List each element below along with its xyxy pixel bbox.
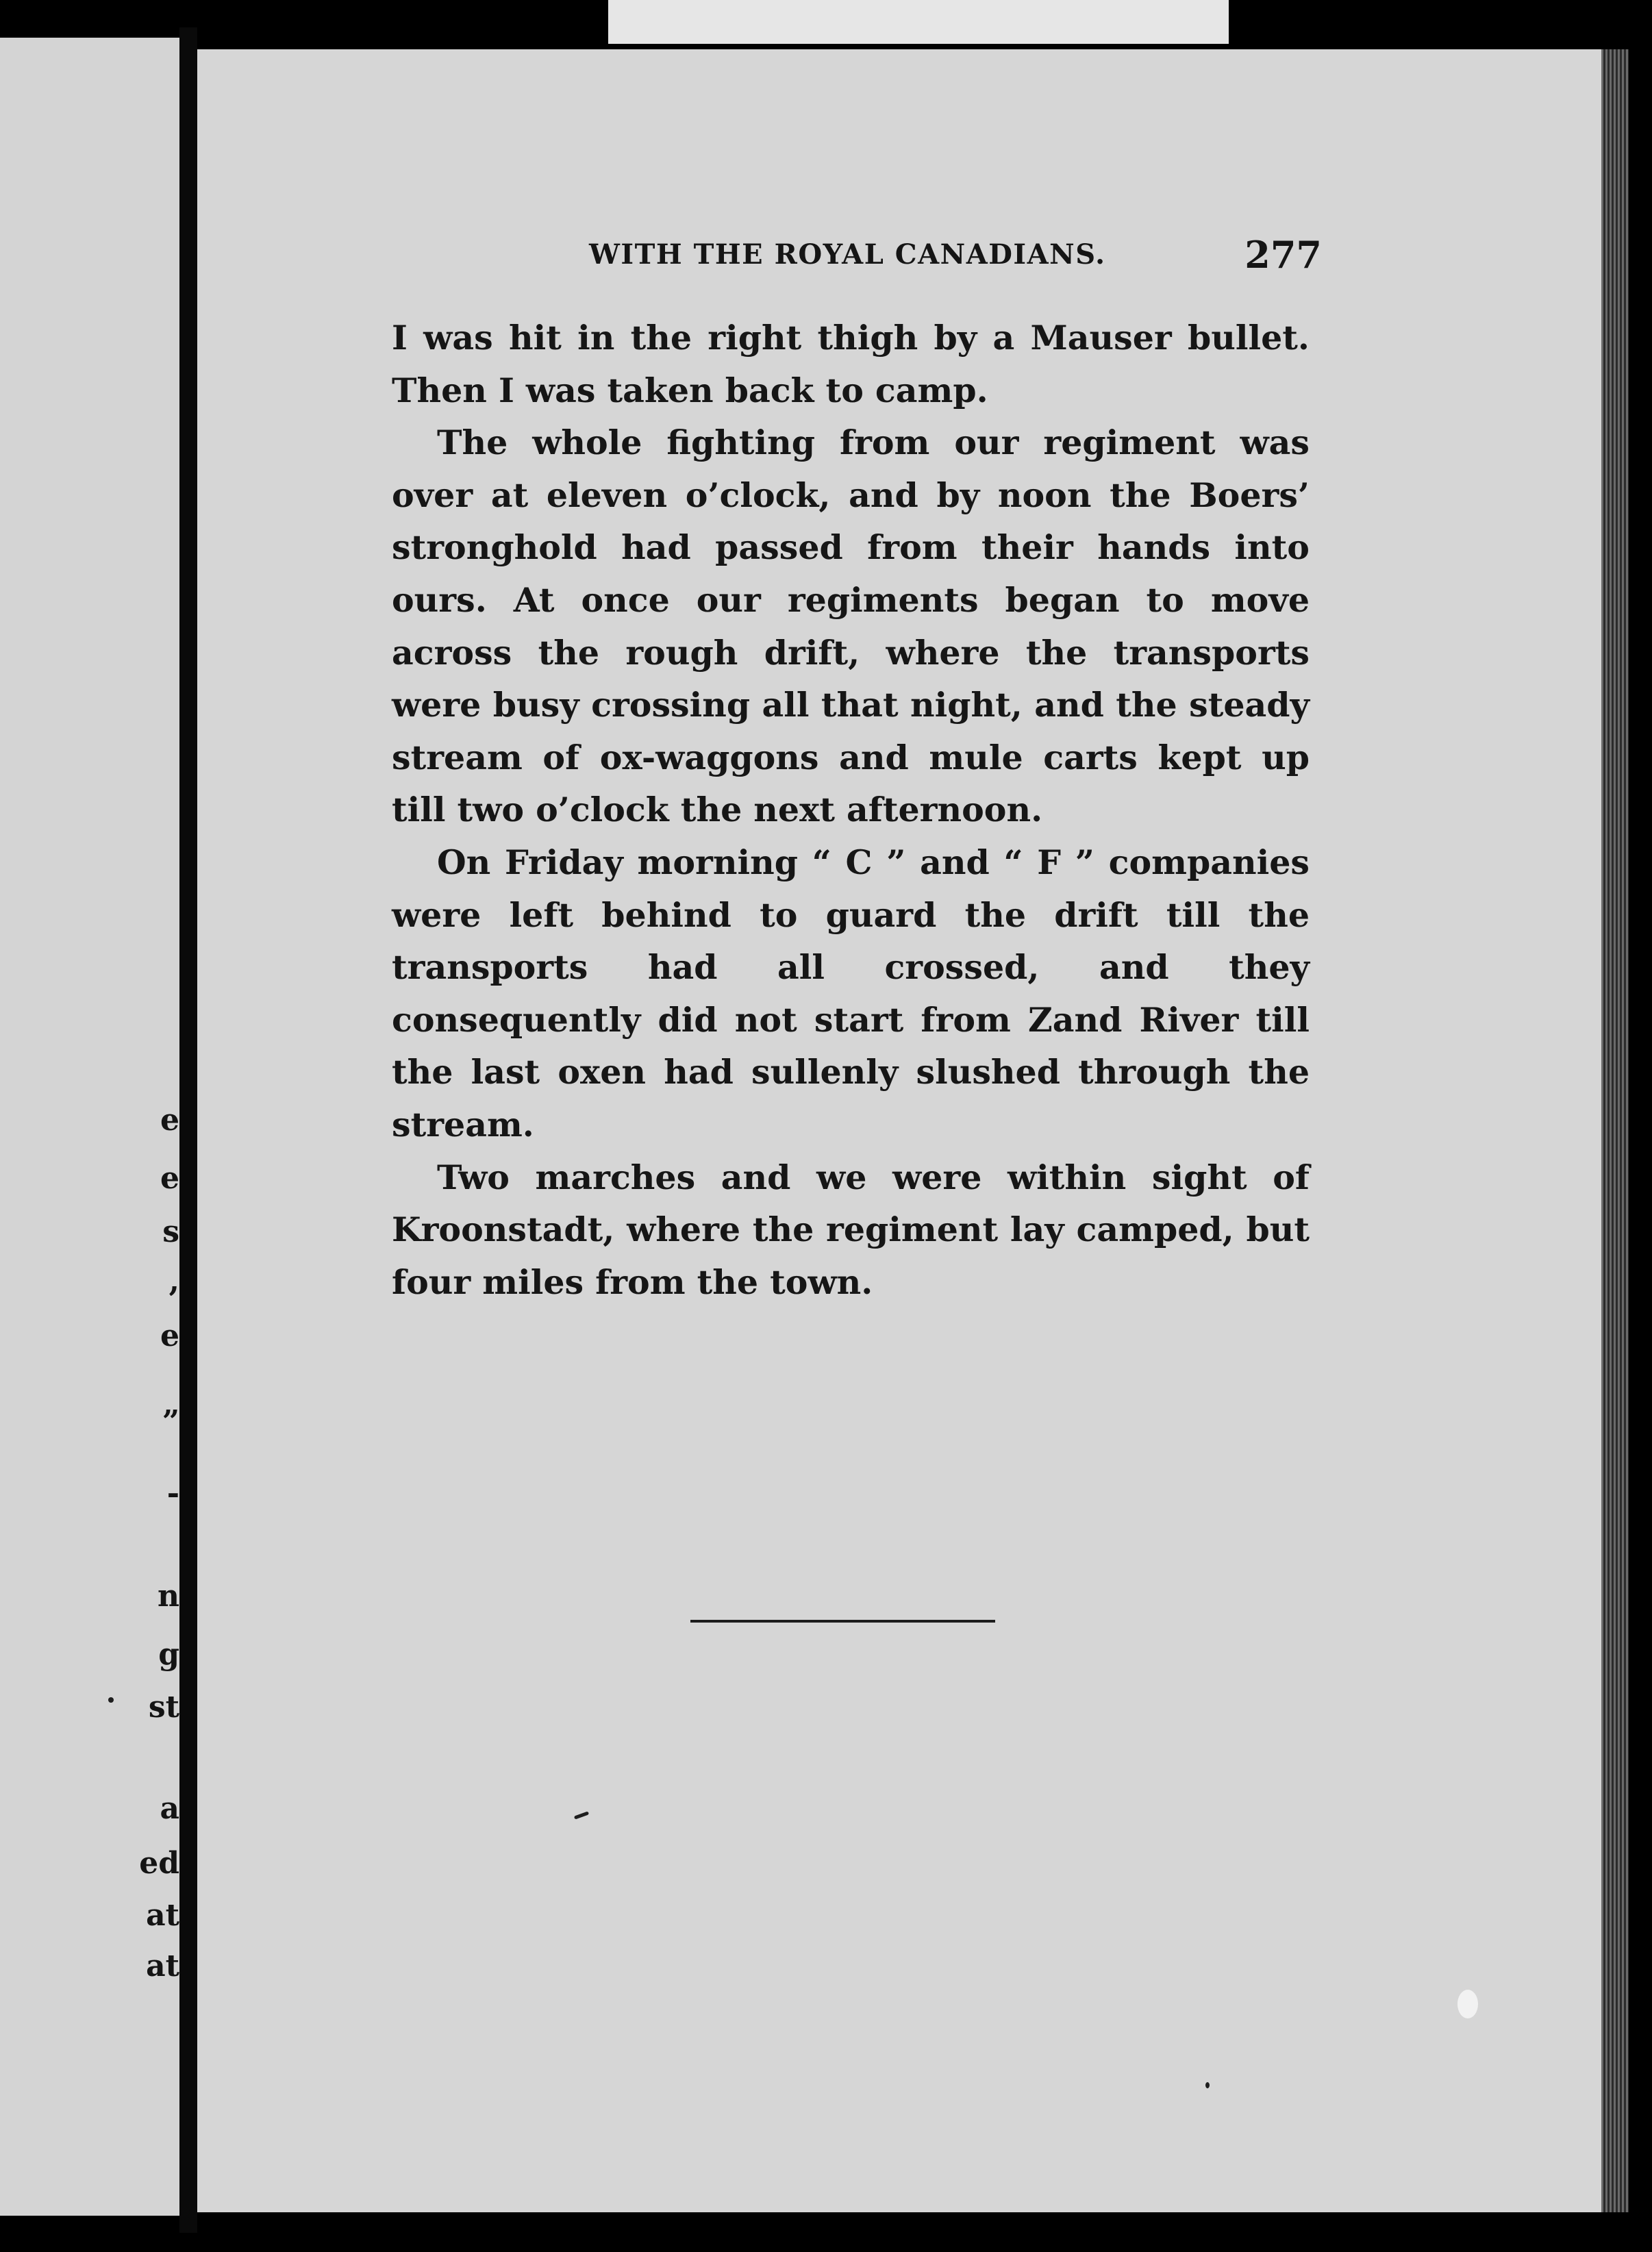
left-fragment: at (146, 1949, 179, 1984)
page-number: 277 (1244, 233, 1322, 277)
top-label-strip (608, 0, 1229, 44)
page-stack-edge (1601, 49, 1629, 2212)
scan-speck (108, 1697, 114, 1703)
left-fragment: - (166, 1476, 179, 1511)
running-head: WITH THE ROYAL CANADIANS. (589, 238, 1106, 271)
left-fragment: e (160, 1161, 179, 1196)
paragraph: Two marches and we were within sight of Kroonstadt, where the regiment lay camped, but four miles from the town. (392, 1157, 1310, 1302)
paragraph: On Friday morning “ C ” and “ F ” companies were left behind to guard the drift till the transports had all crossed, and they consequently did not start from Zand River till the last oxen had sullenly slushed through the stream. (392, 842, 1310, 1144)
paragraph: I was hit in the right thigh by a Mauser bullet. Then I was taken back to camp. (392, 318, 1310, 410)
left-fragment: st (148, 1690, 179, 1725)
left-fragment: s (162, 1214, 179, 1249)
left-fragment: , (168, 1264, 179, 1299)
page-header (589, 233, 1322, 281)
left-page-text-fragments (0, 38, 179, 2216)
left-fragment: g (158, 1637, 179, 1672)
left-page-fragment (0, 38, 179, 2216)
scan-blot (1457, 1990, 1478, 2018)
body-text (392, 312, 1310, 1308)
left-fragment: ed (139, 1846, 179, 1881)
left-fragment: e (160, 1103, 179, 1138)
left-fragment: a (160, 1791, 179, 1826)
paragraph: The whole fighting from our regiment was over at eleven o’clock, and by noon the Boers’ stronghold had passed from their hands into ours. At once our regiments began to move across the rough drift, where the transports were busy crossing all that night, and the steady stream of ox-waggons and mule carts kept up till two o’clock the next afternoon. (392, 423, 1310, 830)
left-fragment: at (146, 1898, 179, 1933)
left-fragment: n (158, 1579, 179, 1614)
left-fragment: ” (162, 1404, 179, 1439)
left-fragment: e (160, 1318, 179, 1353)
section-rule (690, 1620, 995, 1623)
scan-speck (1205, 2082, 1210, 2088)
book-gutter (179, 27, 197, 2233)
